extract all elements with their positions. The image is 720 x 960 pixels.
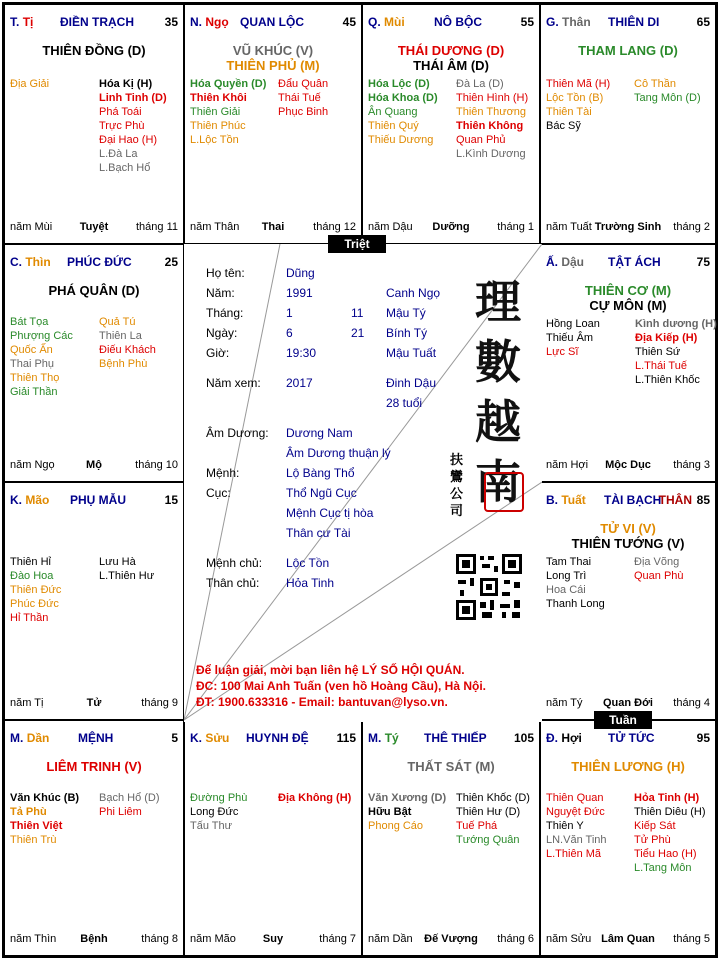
palace-year: năm Tý xyxy=(546,697,583,709)
star: Thai Phụ xyxy=(10,358,55,370)
palace-name: NÔ BỘC xyxy=(434,15,482,29)
star: Kình dương (H) xyxy=(635,318,717,330)
palace-stage: Dưỡng xyxy=(432,221,470,233)
palace-year: năm Tuất xyxy=(546,221,592,233)
palace-number: 15 xyxy=(164,493,178,507)
star: Địa Võng xyxy=(634,556,680,568)
palace-month: tháng 1 xyxy=(497,221,534,233)
star: Địa Không (H) xyxy=(278,792,352,804)
palace-stage: Trường Sinh xyxy=(594,221,662,233)
star: Thiên Phúc xyxy=(190,120,246,132)
star: L.Thiên Khốc xyxy=(635,374,700,386)
palace-name: TÀI BẠCH xyxy=(604,493,662,507)
destiny-value: Lộ Bàng Thổ xyxy=(286,466,355,480)
red-seal-stamp xyxy=(484,472,524,512)
star: Hóa Lộc (D) xyxy=(368,78,430,90)
palace-mao[interactable] xyxy=(4,482,184,720)
palace-ty[interactable] xyxy=(362,720,540,956)
star: Thanh Long xyxy=(546,598,605,610)
star: Tuế Phá xyxy=(456,820,498,832)
palace-month: tháng 7 xyxy=(319,933,356,945)
menh-chu-value: Lộc Tồn xyxy=(286,556,330,570)
main-star: LIÊM TRINH (V) xyxy=(46,759,142,774)
star: Thiên Thương xyxy=(456,106,527,118)
logo-char: 數 xyxy=(475,335,521,389)
palace-name: TẬT ÁCH xyxy=(608,255,661,269)
star: Thiên Hình (H) xyxy=(456,92,529,104)
palace-stem: Q. xyxy=(368,15,381,29)
palace-year: năm Hợi xyxy=(546,459,589,471)
star: Bạch Hổ (D) xyxy=(99,792,160,804)
palace-month: tháng 6 xyxy=(497,933,534,945)
palace-branch: Dậu xyxy=(561,255,585,269)
star: Phá Toái xyxy=(99,106,142,118)
star: Phong Cáo xyxy=(368,820,424,832)
hour-label: Giờ: xyxy=(206,346,230,360)
main-star: THÁI DƯƠNG (D) xyxy=(397,43,505,58)
star: Ân Quang xyxy=(368,106,418,118)
star: L.Thái Tuế xyxy=(635,360,687,372)
main-star: THÁI ÂM (D) xyxy=(413,58,489,73)
star: LN.Văn Tinh xyxy=(546,834,607,846)
star: L.Thiên Hư xyxy=(99,570,155,582)
star: Địa Kiếp (H) xyxy=(635,332,698,344)
cuc-note: Mệnh Cục tị hòa xyxy=(286,506,374,520)
palace-number: 45 xyxy=(342,15,356,29)
star: L.Lộc Tồn xyxy=(190,134,239,146)
palace-month: tháng 12 xyxy=(313,221,356,233)
palace-branch: Mùi xyxy=(384,15,405,29)
cuc-label: Cục: xyxy=(206,486,231,500)
star: Quan Phù xyxy=(634,570,684,582)
qr-code-icon[interactable] xyxy=(454,552,524,622)
palace-branch: Ngọ xyxy=(205,15,229,29)
star: Hỉ Thần xyxy=(10,612,49,624)
star: Bệnh Phù xyxy=(99,358,148,370)
main-star: THẤT SÁT (M) xyxy=(407,759,495,774)
star: Tấu Thư xyxy=(190,820,233,832)
palace-stage: Quan Đới xyxy=(603,697,653,709)
name-value: Dũng xyxy=(286,266,315,280)
palace-number: 35 xyxy=(164,15,178,29)
contact-block xyxy=(196,662,486,710)
palace-stem: K. xyxy=(10,493,22,507)
menh-chu-label: Mệnh chủ: xyxy=(206,556,263,570)
star: Văn Xương (D) xyxy=(368,792,447,804)
palace-name: THÊ THIẾP xyxy=(424,731,487,745)
palace-stem: T. xyxy=(10,15,20,29)
star: Thiên Trù xyxy=(10,834,57,846)
star: Thiên Tài xyxy=(546,106,592,118)
day-value: 6 xyxy=(286,326,293,340)
hour-value: 19:30 xyxy=(286,346,317,360)
palace-number: 95 xyxy=(696,731,710,745)
star: Hóa Khoa (D) xyxy=(368,92,438,104)
tuan-badge: Tuần xyxy=(594,711,652,729)
palace-name: THIÊN DI xyxy=(608,15,660,29)
month-canchi: Mậu Tý xyxy=(386,306,426,320)
star: Phượng Các xyxy=(10,330,73,342)
year-canchi: Canh Ngọ xyxy=(386,286,441,300)
palace-dau[interactable] xyxy=(540,244,716,482)
star: Tiểu Hao (H) xyxy=(634,848,697,860)
star: L.Tang Môn xyxy=(634,862,692,874)
year-value: 1991 xyxy=(286,286,313,300)
palace-year: năm Ngọ xyxy=(10,459,55,471)
star: Thiên Mã (H) xyxy=(546,78,611,90)
star: Nguyệt Đức xyxy=(546,806,605,818)
palace-branch: Tuất xyxy=(561,493,586,507)
palace-stem: M. xyxy=(368,731,382,745)
palace-year: năm Mão xyxy=(190,933,236,945)
logo-char: 理 xyxy=(475,275,521,329)
star: Lộc Tồn (B) xyxy=(546,92,604,104)
contact-phone-email[interactable]: ĐT: 1900.633316 - Email: bantuvan@lyso.vn. xyxy=(196,695,448,709)
yinyang-note: Âm Dương thuận lý xyxy=(286,446,391,460)
contact-address: ĐC: 100 Mai Anh Tuấn (ven hồ Hoàng Cầu), Hà Nội. xyxy=(196,679,487,693)
destiny-label: Mệnh: xyxy=(206,466,240,480)
seal-text: 扶鸞公司 xyxy=(450,453,464,519)
star: Tử Phù xyxy=(634,834,671,846)
palace-stem: Đ. xyxy=(546,731,558,745)
star: Thiếu Âm xyxy=(546,332,594,344)
name-label: Họ tên: xyxy=(206,266,245,280)
than-chu-label: Thân chủ: xyxy=(206,576,260,590)
palace-year: năm Mùi xyxy=(10,221,53,233)
star: Long Đức xyxy=(190,806,239,818)
star: Thiếu Dương xyxy=(368,134,434,146)
main-star: THIÊN CƠ (M) xyxy=(584,283,672,298)
palace-stage: Đế Vượng xyxy=(424,933,478,945)
star: Cô Thần xyxy=(634,78,676,90)
palace-stem: M. xyxy=(10,731,24,745)
palace-branch: Tị xyxy=(22,15,34,29)
palace-suu[interactable] xyxy=(184,720,362,956)
year-label: Năm: xyxy=(206,286,235,300)
view-year-label: Năm xem: xyxy=(206,376,261,390)
star: Phi Liêm xyxy=(99,806,142,818)
palace-name: ĐIỀN TRẠCH xyxy=(60,15,134,29)
palace-month: tháng 3 xyxy=(673,459,710,471)
palace-number: 105 xyxy=(513,731,534,745)
star: Đẩu Quân xyxy=(278,78,329,90)
palace-month: tháng 10 xyxy=(135,459,178,471)
palace-number: 55 xyxy=(520,15,534,29)
star: Bát Tọa xyxy=(10,316,49,328)
palace-number: 25 xyxy=(164,255,178,269)
star: Đường Phù xyxy=(190,792,248,804)
star: Văn Khúc (B) xyxy=(10,792,80,804)
star: Điếu Khách xyxy=(99,344,156,356)
main-star: CỰ MÔN (M) xyxy=(589,298,667,313)
age-value: 28 tuổi xyxy=(386,396,423,410)
palace-name: TỬ TỨC xyxy=(608,731,655,745)
star: Thiên Việt xyxy=(10,820,63,832)
star: Hóa Quyền (D) xyxy=(190,78,267,90)
center-info-panel xyxy=(184,244,542,722)
main-star: TỬ VI (V) xyxy=(600,521,656,536)
palace-branch: Mão xyxy=(25,493,50,507)
star: Hoa Cái xyxy=(546,584,586,596)
main-star: VŨ KHÚC (V) xyxy=(232,43,314,58)
palace-stem: G. xyxy=(546,15,559,29)
star: Thiên Thọ xyxy=(10,372,60,384)
than-marker: THÂN xyxy=(658,493,692,507)
palace-tuat[interactable] xyxy=(540,482,716,720)
palace-branch: Hợi xyxy=(561,731,582,745)
main-star: PHÁ QUÂN (D) xyxy=(48,283,140,298)
star: Hồng Loan xyxy=(546,318,600,330)
view-year-canchi: Đinh Dậu xyxy=(386,376,437,390)
main-star: THAM LANG (D) xyxy=(578,43,678,58)
palace-stem: Ấ. xyxy=(546,255,558,269)
palace-branch: Dần xyxy=(26,731,50,745)
palace-number: 65 xyxy=(696,15,710,29)
palace-number: 5 xyxy=(171,731,178,745)
palace-year: năm Thìn xyxy=(10,933,57,945)
main-star: THIÊN ĐỒNG (D) xyxy=(42,43,146,58)
star: Tả Phù xyxy=(10,806,47,818)
star: L.Thiên Mã xyxy=(546,848,602,860)
palace-name: PHÚC ĐỨC xyxy=(67,255,132,269)
star: Thiên Quan xyxy=(546,792,604,804)
star: Hóa Kị (H) xyxy=(99,78,153,90)
star: Thiên Diêu (H) xyxy=(634,806,706,818)
palace-thin[interactable] xyxy=(4,244,184,482)
palace-stage: Bệnh xyxy=(80,933,108,945)
view-year-value: 2017 xyxy=(286,376,313,390)
palace-month: tháng 11 xyxy=(135,221,178,233)
main-star: THIÊN LƯƠNG (H) xyxy=(571,759,685,774)
star: Quốc Ấn xyxy=(10,344,53,356)
star: Thiên Hỉ xyxy=(10,556,51,568)
palace-than[interactable] xyxy=(540,4,716,244)
palace-stage: Mộ xyxy=(86,459,102,471)
star: Thiên Đức xyxy=(10,584,62,596)
star: Quan Phủ xyxy=(456,134,506,146)
star: Phúc Đức xyxy=(10,598,59,610)
palace-year: năm Dần xyxy=(368,933,413,945)
star: Thái Tuế xyxy=(278,92,321,104)
star: Thiên Quý xyxy=(368,120,419,132)
logo-char: 越 xyxy=(475,395,521,449)
palace-name: PHỤ MẪU xyxy=(70,493,126,507)
star: Long Trì xyxy=(546,570,587,582)
star: L.Đà La xyxy=(99,148,138,160)
palace-number: 85 xyxy=(696,493,710,507)
palace-stage: Tử xyxy=(86,697,102,709)
lunar-month-value: 11 xyxy=(351,306,364,320)
star: Bác Sỹ xyxy=(546,120,581,132)
day-label: Ngày: xyxy=(206,326,238,340)
palace-month: tháng 8 xyxy=(141,933,178,945)
palace-stem: K. xyxy=(190,731,202,745)
logo-char: 南 xyxy=(475,455,521,509)
star: Quả Tú xyxy=(99,316,136,328)
palace-year: năm Sửu xyxy=(546,933,592,945)
cuc-value: Thổ Ngũ Cục xyxy=(286,486,357,500)
palace-stem: B. xyxy=(546,493,558,507)
star: Thiên Giải xyxy=(190,106,241,118)
palace-month: tháng 5 xyxy=(673,933,710,945)
palace-stage: Tuyệt xyxy=(79,221,109,233)
triet-badge: Triệt xyxy=(328,235,386,253)
star: Tam Thai xyxy=(546,556,592,568)
star: Trực Phù xyxy=(99,120,145,132)
palace-stem: C. xyxy=(10,255,22,269)
star: Lực Sĩ xyxy=(546,346,579,358)
palace-stage: Mộc Dục xyxy=(605,459,651,471)
palace-month: tháng 4 xyxy=(673,697,710,709)
star: Thiên Hư (D) xyxy=(456,806,521,818)
star: L.Bạch Hổ xyxy=(99,162,151,174)
main-star: THIÊN TƯỚNG (V) xyxy=(571,536,685,551)
star: Địa Giải xyxy=(10,78,50,90)
palace-stage: Lâm Quan xyxy=(601,933,655,945)
palace-branch: Thân xyxy=(562,15,591,29)
star: Thiên Không xyxy=(456,120,524,132)
star: Tang Môn (D) xyxy=(634,92,701,104)
star: Thiên Sứ xyxy=(635,346,681,358)
star: Hỏa Tinh (H) xyxy=(634,792,700,804)
star: Linh Tinh (D) xyxy=(99,92,167,104)
palace-ngo[interactable] xyxy=(184,4,362,244)
star: Thiên Khốc (D) xyxy=(456,792,530,804)
palace-stem: N. xyxy=(190,15,202,29)
star: Tướng Quân xyxy=(456,834,520,846)
star: L.Kình Dương xyxy=(456,148,526,160)
star: Kiếp Sát xyxy=(634,820,676,832)
star: Lưu Hà xyxy=(99,556,136,568)
palace-branch: Sửu xyxy=(205,731,230,745)
palace-name: QUAN LỘC xyxy=(240,15,304,29)
palace-name: HUYNH ĐỆ xyxy=(246,731,309,745)
palace-year: năm Tị xyxy=(10,697,44,709)
palace-ti[interactable] xyxy=(4,4,184,244)
palace-year: năm Dậu xyxy=(368,221,413,233)
star: Giải Thần xyxy=(10,386,58,398)
palace-year: năm Thân xyxy=(190,221,240,233)
palace-branch: Thìn xyxy=(25,255,51,269)
palace-name: MỆNH xyxy=(78,731,114,745)
month-label: Tháng: xyxy=(206,306,244,320)
star: Đào Hoa xyxy=(10,570,54,582)
star: Thiên La xyxy=(99,330,142,342)
day-canchi: Bính Tý xyxy=(386,326,428,340)
star: Đà La (D) xyxy=(456,78,504,90)
palace-branch: Tý xyxy=(384,731,399,745)
lunar-day-value: 21 xyxy=(351,326,365,340)
contact-line: Để luận giải, mời bạn liên hệ LÝ SỐ HỘI QUÁN. xyxy=(196,663,465,677)
palace-mui[interactable] xyxy=(362,4,540,244)
palace-number: 115 xyxy=(336,731,356,745)
palace-stage: Thai xyxy=(261,221,285,233)
hour-canchi: Mậu Tuất xyxy=(386,346,437,360)
yinyang-value: Dương Nam xyxy=(286,426,353,440)
yinyang-label: Âm Dương: xyxy=(206,426,269,440)
palace-month: tháng 2 xyxy=(673,221,710,233)
tuvi-chart xyxy=(2,2,718,958)
palace-stage: Suy xyxy=(262,933,284,945)
main-star: THIÊN PHỦ (M) xyxy=(226,58,320,73)
than-chu-value: Hỏa Tinh xyxy=(286,576,335,590)
star: Phục Binh xyxy=(278,106,329,118)
than-position: Thân cư Tài xyxy=(286,526,351,540)
star: Thiên Khôi xyxy=(190,92,247,104)
palace-number: 75 xyxy=(696,255,710,269)
star: Đại Hao (H) xyxy=(99,134,158,146)
month-value: 1 xyxy=(286,306,293,320)
palace-month: tháng 9 xyxy=(141,697,178,709)
palace-dan[interactable] xyxy=(4,720,184,956)
star: Thiên Y xyxy=(546,820,584,832)
star: Hữu Bật xyxy=(368,806,412,818)
palace-hoi[interactable] xyxy=(540,720,716,956)
